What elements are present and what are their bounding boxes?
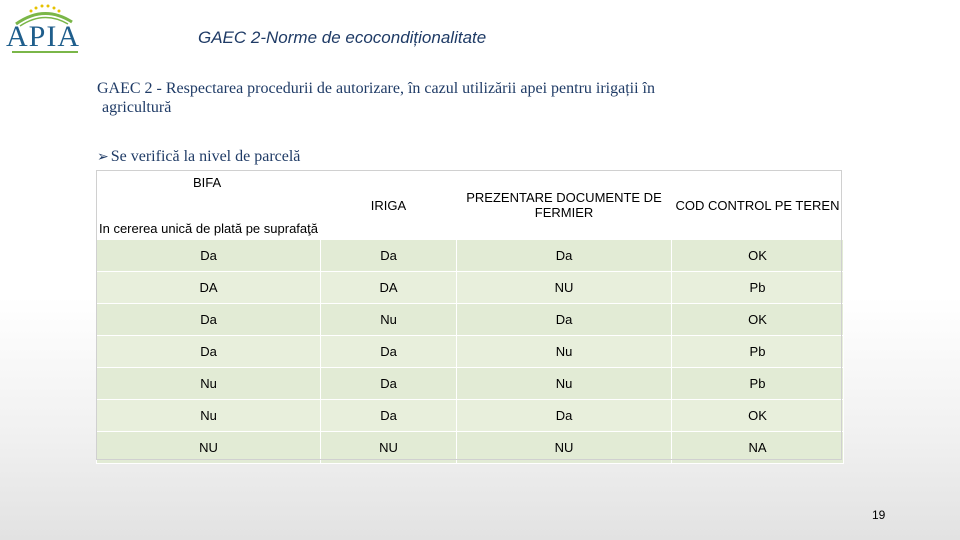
bullet-text: Se verifică la nivel de parcelă	[110, 148, 301, 165]
table-cell: OK	[672, 304, 844, 336]
table-cell: Da	[321, 400, 457, 432]
logo-text: APIA	[6, 20, 81, 53]
table-cell: DA	[97, 272, 321, 304]
header-bifa-sub: In cererea unică de plată pe suprafaţă	[99, 221, 318, 236]
table-cell: Nu	[97, 400, 321, 432]
table-cell: Da	[457, 240, 672, 272]
table-cell: Pb	[672, 336, 844, 368]
header-iriga: IRIGA	[321, 171, 457, 240]
heading-line-1: GAEC 2 - Respectarea procedurii de autorizare, în cazul utilizării apei pentru irigații în	[97, 80, 655, 97]
header-cod-control: COD CONTROL PE TEREN	[672, 171, 844, 240]
header-bifa	[97, 171, 321, 240]
table-cell: Da	[457, 400, 672, 432]
table-header-row	[97, 171, 844, 240]
table-row	[97, 336, 844, 368]
arrow-bullet-icon: ➢	[97, 149, 109, 165]
table-cell: NU	[457, 272, 672, 304]
table-cell: Da	[97, 304, 321, 336]
table-cell: Nu	[97, 368, 321, 400]
table-cell: NU	[321, 432, 457, 464]
slide-subtitle: GAEC 2-Norme de ecocondiționalitate	[198, 28, 487, 47]
table-cell: NA	[672, 432, 844, 464]
table-cell: Da	[97, 336, 321, 368]
table-cell: NU	[97, 432, 321, 464]
verification-table	[96, 170, 844, 464]
table-cell: Da	[97, 240, 321, 272]
table-cell: Da	[321, 336, 457, 368]
slide-heading	[97, 79, 797, 117]
table-cell: OK	[672, 240, 844, 272]
table-cell: Pb	[672, 368, 844, 400]
table-cell: Nu	[457, 368, 672, 400]
header-prezentare: PREZENTARE DOCUMENTE DE FERMIER	[457, 171, 672, 240]
table-cell: Da	[321, 240, 457, 272]
table-cell: DA	[321, 272, 457, 304]
table-cell: OK	[672, 400, 844, 432]
table-cell: Nu	[321, 304, 457, 336]
header-bifa-label: BIFA	[193, 175, 222, 190]
bullet-item	[97, 148, 300, 166]
table-row	[97, 272, 844, 304]
page-number: 19	[872, 508, 886, 522]
table-row	[97, 240, 844, 272]
table-row	[97, 304, 844, 336]
table-row	[97, 400, 844, 432]
table-cell: Da	[321, 368, 457, 400]
heading-line-2: agricultură	[102, 99, 172, 116]
table-row	[97, 368, 844, 400]
table-cell: Pb	[672, 272, 844, 304]
table-cell: Da	[457, 304, 672, 336]
table-cell: NU	[457, 432, 672, 464]
table-cell: Nu	[457, 336, 672, 368]
table-row	[97, 432, 844, 464]
